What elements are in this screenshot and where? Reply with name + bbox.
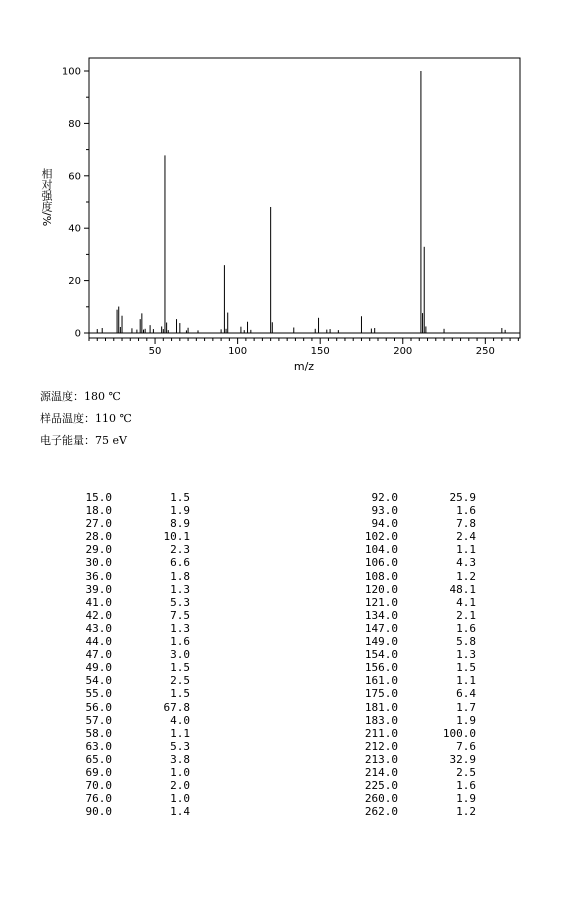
intensity-value: 7.6 (456, 739, 476, 753)
intensity-value: 5.8 (456, 635, 476, 649)
table-row (340, 779, 476, 792)
table-row (340, 556, 476, 569)
intensity-value: 1.9 (456, 792, 476, 806)
intensity-value: 7.8 (456, 517, 476, 531)
intensity-value: 1.5 (170, 687, 190, 701)
table-row (340, 622, 476, 635)
mz-value: 183.0 (364, 713, 398, 727)
intensity-value: 1.3 (170, 621, 190, 635)
intensity-value: 1.8 (170, 569, 190, 583)
sample-temperature: 样品温度：110 ℃ (40, 412, 132, 425)
intensity-value: 32.9 (449, 752, 476, 766)
table-row (54, 570, 190, 583)
intensity-value: 2.0 (170, 779, 190, 793)
x-tick-label: 250 (475, 346, 495, 357)
table-row (340, 491, 476, 504)
plot-frame (89, 58, 520, 338)
table-row (340, 517, 476, 530)
intensity-value: 1.0 (170, 765, 190, 779)
mz-value: 120.0 (364, 582, 398, 596)
table-row (54, 530, 190, 543)
mz-value: 29.0 (85, 543, 112, 557)
table-row (54, 727, 190, 740)
intensity-value: 1.9 (456, 713, 476, 727)
table-row (54, 661, 190, 674)
mz-value: 44.0 (85, 635, 112, 649)
intensity-value: 25.9 (449, 491, 476, 504)
intensity-value: 2.3 (170, 543, 190, 557)
intensity-value: 1.6 (456, 621, 476, 635)
mz-value: 213.0 (364, 752, 398, 766)
source-temperature: 源温度：180 ℃ (40, 390, 121, 403)
intensity-value: 10.1 (163, 530, 190, 544)
table-row (54, 753, 190, 766)
mz-value: 63.0 (85, 739, 112, 753)
intensity-value: 6.4 (456, 687, 476, 701)
mz-value: 94.0 (371, 517, 398, 531)
intensity-value: 2.4 (456, 530, 476, 544)
mz-value: 76.0 (85, 792, 112, 806)
intensity-value: 8.9 (170, 517, 190, 531)
mz-value: 149.0 (364, 635, 398, 649)
mz-value: 90.0 (85, 805, 112, 819)
table-row (340, 727, 476, 740)
mz-value: 181.0 (364, 700, 398, 714)
table-row (54, 504, 190, 517)
mz-value: 225.0 (364, 779, 398, 793)
y-axis-label-text: 相对强度/% (40, 168, 53, 227)
mz-value: 102.0 (364, 530, 398, 544)
mz-value: 65.0 (85, 752, 112, 766)
intensity-value: 1.9 (170, 504, 190, 518)
table-row (54, 701, 190, 714)
peak-table-left (54, 491, 190, 818)
mz-value: 156.0 (364, 661, 398, 675)
intensity-value: 1.2 (456, 805, 476, 819)
intensity-value: 4.1 (456, 595, 476, 609)
x-tick-label: 150 (310, 346, 330, 357)
table-row (340, 714, 476, 727)
intensity-value: 1.6 (456, 504, 476, 518)
table-row (54, 779, 190, 792)
table-row (54, 543, 190, 556)
x-tick-label: 100 (228, 346, 248, 357)
y-tick-label: 80 (68, 118, 81, 130)
y-tick-label: 20 (68, 276, 81, 288)
mz-value: 262.0 (364, 805, 398, 819)
mz-value: 27.0 (85, 517, 112, 531)
mz-value: 211.0 (364, 726, 398, 740)
intensity-value: 48.1 (449, 582, 476, 596)
mz-value: 93.0 (371, 504, 398, 518)
intensity-value: 3.8 (170, 752, 190, 766)
table-row (340, 504, 476, 517)
table-row (54, 766, 190, 779)
table-row (340, 570, 476, 583)
intensity-value: 1.6 (456, 779, 476, 793)
mz-value: 56.0 (85, 700, 112, 714)
intensity-value: 1.6 (170, 635, 190, 649)
mz-value: 161.0 (364, 674, 398, 688)
mz-value: 134.0 (364, 608, 398, 622)
mz-value: 30.0 (85, 556, 112, 570)
mz-value: 57.0 (85, 713, 112, 727)
mz-value: 55.0 (85, 687, 112, 701)
peak-table-right (340, 491, 476, 818)
table-row (340, 661, 476, 674)
x-tick-label: 200 (393, 346, 413, 357)
x-axis (89, 338, 518, 357)
intensity-value: 4.3 (456, 556, 476, 570)
y-axis (62, 67, 89, 340)
table-row (54, 609, 190, 622)
mz-value: 108.0 (364, 569, 398, 583)
mz-value: 36.0 (85, 569, 112, 583)
peak-series (89, 71, 520, 333)
mz-value: 42.0 (85, 608, 112, 622)
table-row (54, 556, 190, 569)
table-row (54, 805, 190, 818)
table-row (340, 543, 476, 556)
intensity-value: 1.5 (456, 661, 476, 675)
mz-value: 47.0 (85, 648, 112, 662)
y-tick-label: 60 (68, 171, 81, 183)
x-axis-label: m/z (293, 360, 315, 373)
table-row (340, 701, 476, 714)
mz-value: 54.0 (85, 674, 112, 688)
table-row (340, 609, 476, 622)
table-row (54, 740, 190, 753)
intensity-value: 1.4 (170, 805, 190, 819)
mz-value: 69.0 (85, 765, 112, 779)
mz-value: 104.0 (364, 543, 398, 557)
table-row (340, 530, 476, 543)
mz-value: 15.0 (85, 491, 112, 504)
intensity-value: 6.6 (170, 556, 190, 570)
intensity-value: 1.3 (456, 648, 476, 662)
intensity-value: 1.5 (170, 661, 190, 675)
mz-value: 43.0 (85, 621, 112, 635)
mz-value: 121.0 (364, 595, 398, 609)
table-row (54, 714, 190, 727)
intensity-value: 2.5 (456, 765, 476, 779)
table-row (340, 740, 476, 753)
table-row (340, 805, 476, 818)
intensity-value: 1.7 (456, 700, 476, 714)
table-row (54, 648, 190, 661)
intensity-value: 1.1 (456, 674, 476, 688)
table-row (340, 687, 476, 700)
table-row (340, 674, 476, 687)
table-row (54, 687, 190, 700)
mz-value: 28.0 (85, 530, 112, 544)
x-tick-label: 50 (148, 346, 162, 357)
mz-value: 41.0 (85, 595, 112, 609)
table-row (54, 674, 190, 687)
table-row (340, 635, 476, 648)
table-row (54, 491, 190, 504)
mz-value: 106.0 (364, 556, 398, 570)
table-row (54, 583, 190, 596)
mz-value: 154.0 (364, 648, 398, 662)
intensity-value: 4.0 (170, 713, 190, 727)
intensity-value: 5.3 (170, 739, 190, 753)
table-row (340, 792, 476, 805)
table-row (54, 517, 190, 530)
intensity-value: 100.0 (442, 726, 476, 740)
mz-value: 147.0 (364, 621, 398, 635)
intensity-value: 1.5 (170, 491, 190, 504)
table-row (340, 648, 476, 661)
mz-value: 214.0 (364, 765, 398, 779)
table-row (340, 596, 476, 609)
intensity-value: 1.3 (170, 582, 190, 596)
intensity-value: 5.3 (170, 595, 190, 609)
intensity-value: 2.5 (170, 674, 190, 688)
mz-value: 175.0 (364, 687, 398, 701)
intensity-value: 3.0 (170, 648, 190, 662)
mass-spectrum-chart (0, 0, 570, 380)
table-row (54, 596, 190, 609)
table-row (54, 792, 190, 805)
table-row (54, 622, 190, 635)
mz-value: 58.0 (85, 726, 112, 740)
electron-energy: 电子能量：75 eV (40, 434, 127, 447)
mz-value: 212.0 (364, 739, 398, 753)
table-row (340, 583, 476, 596)
mz-value: 70.0 (85, 779, 112, 793)
y-tick-label: 0 (74, 328, 81, 340)
intensity-value: 1.2 (456, 569, 476, 583)
mz-value: 18.0 (85, 504, 112, 518)
mz-value: 92.0 (371, 491, 398, 504)
intensity-value: 2.1 (456, 608, 476, 622)
intensity-value: 1.1 (170, 726, 190, 740)
mz-value: 39.0 (85, 582, 112, 596)
intensity-value: 7.5 (170, 608, 190, 622)
instrument-conditions (40, 386, 132, 452)
table-row (340, 753, 476, 766)
y-tick-label: 40 (68, 223, 81, 235)
mz-value: 260.0 (364, 792, 398, 806)
table-row (340, 766, 476, 779)
table-row (54, 635, 190, 648)
y-axis-label (40, 168, 54, 226)
y-tick-label: 100 (61, 66, 81, 78)
intensity-value: 67.8 (163, 700, 190, 714)
mz-value: 49.0 (85, 661, 112, 675)
intensity-value: 1.0 (170, 792, 190, 806)
intensity-value: 1.1 (456, 543, 476, 557)
